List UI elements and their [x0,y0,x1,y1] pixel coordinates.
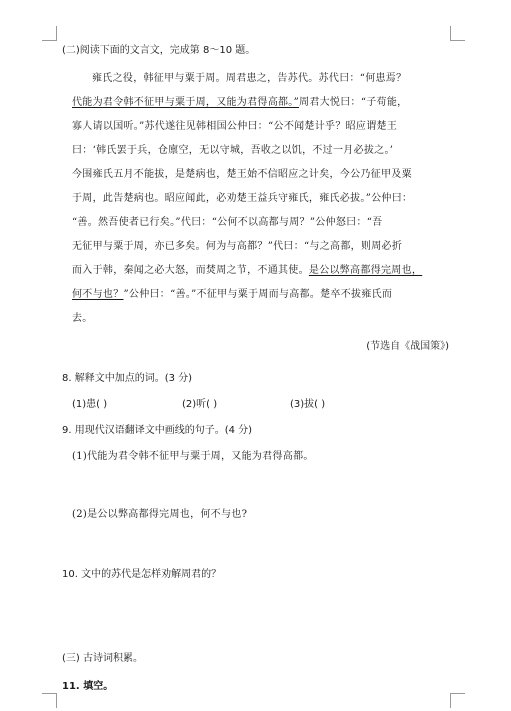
passage-line-10: 何不与也？”公仲曰：“善。”不征甲与粟于周而与高都。楚卒不拔雍氏而 [72,289,393,300]
source-citation: (节选自《战国策》) [366,341,449,352]
corner-mark-top-left [42,26,57,41]
passage-line-3: 寡人请以国听。”苏代遂往见韩相国公仲曰：“公不闻楚计乎？昭应谓楚王 [72,121,398,132]
q8-item-2: (2)听( ) [182,399,218,410]
q9-title: 9. 用现代汉语翻译文中画线的句子。(4 分) [62,425,253,436]
q8-title: 8. 解释文中加点的词。(3 分) [62,373,193,384]
passage-line-5: 今围雍氏五月不能拔，是楚病也，楚王始不信昭应之计矣，今公乃征甲及粟 [72,169,412,180]
underlined-sentence-1: 代能为君令韩不征甲与粟于周，又能为君得高都。” [72,97,300,108]
passage-line-6: 于周，此告楚病也。昭应闻此，必劝楚王益兵守雍氏，雍氏必拔。”公仲曰： [72,193,413,204]
q8-item-1: (1)患( ) [72,399,108,410]
section2-header: (二)阅读下面的文言文，完成第 8～10 题。 [62,45,256,56]
passage-line-11: 去。 [72,313,93,324]
q8-item-3: (3)拔( ) [290,399,326,410]
passage-line-1: 雍氏之役，韩征甲与粟于周。周君患之，告苏代。苏代曰：“何患焉？ [92,73,407,84]
underlined-sentence-2b: 何不与也？ [72,289,124,300]
passage-line-7: “善。然吾使者已行矣。”代曰：“公何不以高都与周？”公仲怒曰：“吾 [72,217,383,228]
passage-line-2: 代能为君令韩不征甲与粟于周，又能为君得高都。”周君大悦曰：“子苟能， [72,97,408,108]
corner-mark-bottom-left [42,693,57,708]
q10-title: 10. 文中的苏代是怎样劝解周君的？ [62,569,222,580]
corner-mark-bottom-right [450,693,465,708]
passage-line-4: 曰：‘韩氏罢于兵，仓廪空，无以守城，吾收之以饥，不过一月必拔之。’ [72,145,394,156]
passage-line-8: 无征甲与粟于周，亦已多矣。何为与高都？”代曰：“与之高都，则周必折 [72,241,403,252]
q11-title: 11. 填空。 [62,681,114,692]
underlined-sentence-2a: 是公以弊高都得完周也， [308,265,423,276]
q9-sentence-2: (2)是公以弊高都得完周也，何不与也? [72,509,248,520]
passage-line-9: 而入于韩，秦闻之必大怒，而焚周之节，不通其使。是公以弊高都得完周也， [72,265,423,276]
section3-header: (三) 古诗词积累。 [62,653,143,664]
corner-mark-top-right [450,26,465,41]
q9-sentence-1: (1)代能为君令韩不征甲与粟于周，又能为君得高都。 [72,451,314,462]
